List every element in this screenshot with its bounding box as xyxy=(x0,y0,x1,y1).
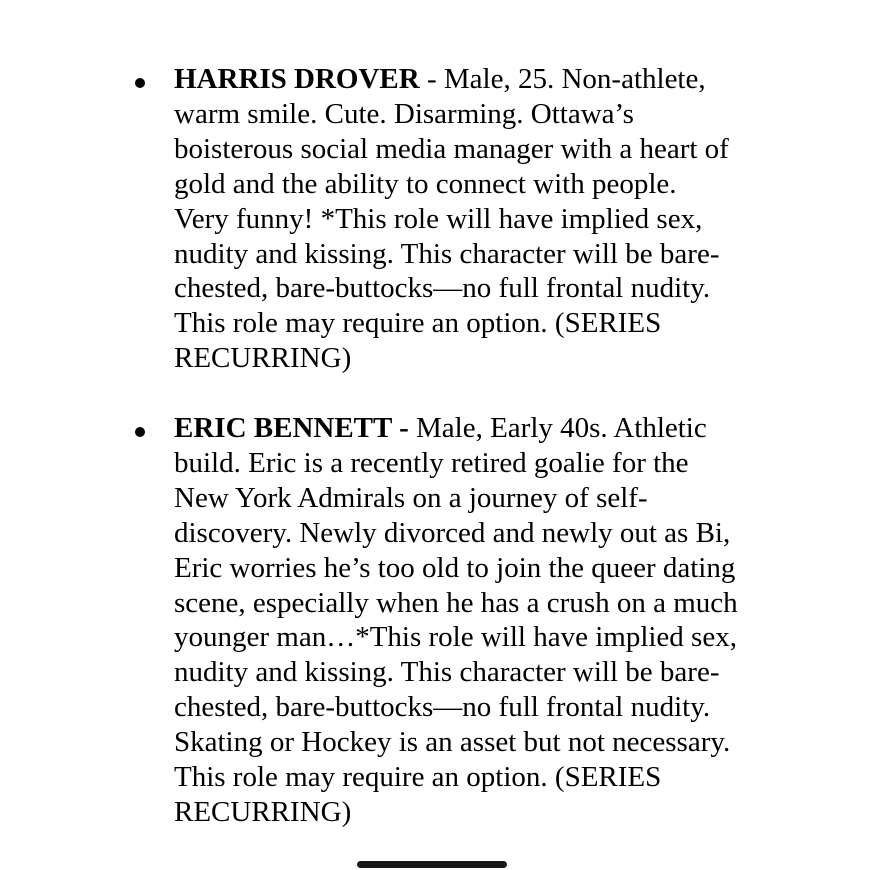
home-indicator-bar xyxy=(357,861,507,868)
text-line: New York Admirals on a journey of self- xyxy=(174,481,648,514)
text-line xyxy=(174,411,774,446)
text-line: Very funny! *This role will have implied sex, xyxy=(174,202,703,235)
casting-breakdown-list xyxy=(174,62,774,865)
text-line: build. Eric is a recently retired goalie for the xyxy=(174,446,689,479)
text-line: RECURRING) xyxy=(174,342,352,375)
bullet-icon xyxy=(135,78,145,88)
text-line: chested, bare-buttocks—no full frontal nudity. xyxy=(174,691,711,724)
text-line: chested, bare-buttocks—no full frontal nudity. xyxy=(174,272,711,305)
text-line: Skating or Hockey is an asset but not necessary. xyxy=(174,726,731,759)
text-line xyxy=(174,62,774,97)
text-line: This role may require an option. (SERIES xyxy=(174,761,662,794)
text-line: RECURRING) xyxy=(174,796,352,829)
character-name: ERIC BENNETT - xyxy=(174,412,409,445)
text-line: nudity and kissing. This character will be bare- xyxy=(174,656,720,689)
text-line: boisterous social media manager with a heart of xyxy=(174,132,729,165)
text-line: This role may require an option. (SERIES xyxy=(174,307,662,340)
text-line: Eric worries he’s too old to join the queer dating xyxy=(174,551,736,584)
text-segment: - Male, 25. Non-athlete, xyxy=(419,63,706,95)
bullet-icon xyxy=(135,427,145,437)
character-entry-eric-bennett xyxy=(174,411,774,830)
text-line: nudity and kissing. This character will be bare- xyxy=(174,237,720,270)
text-line: warm smile. Cute. Disarming. Ottawa’s xyxy=(174,97,634,130)
text-line: younger man…*This role will have implied sex, xyxy=(174,621,737,654)
text-line: gold and the ability to connect with people. xyxy=(174,167,677,200)
character-entry-harris-drover xyxy=(174,62,774,376)
text-segment: Male, Early 40s. Athletic xyxy=(408,412,707,445)
character-name: HARRIS DROVER xyxy=(174,63,420,95)
text-line: discovery. Newly divorced and newly out as Bi, xyxy=(174,516,731,549)
text-line: scene, especially when he has a crush on a much xyxy=(174,586,738,619)
